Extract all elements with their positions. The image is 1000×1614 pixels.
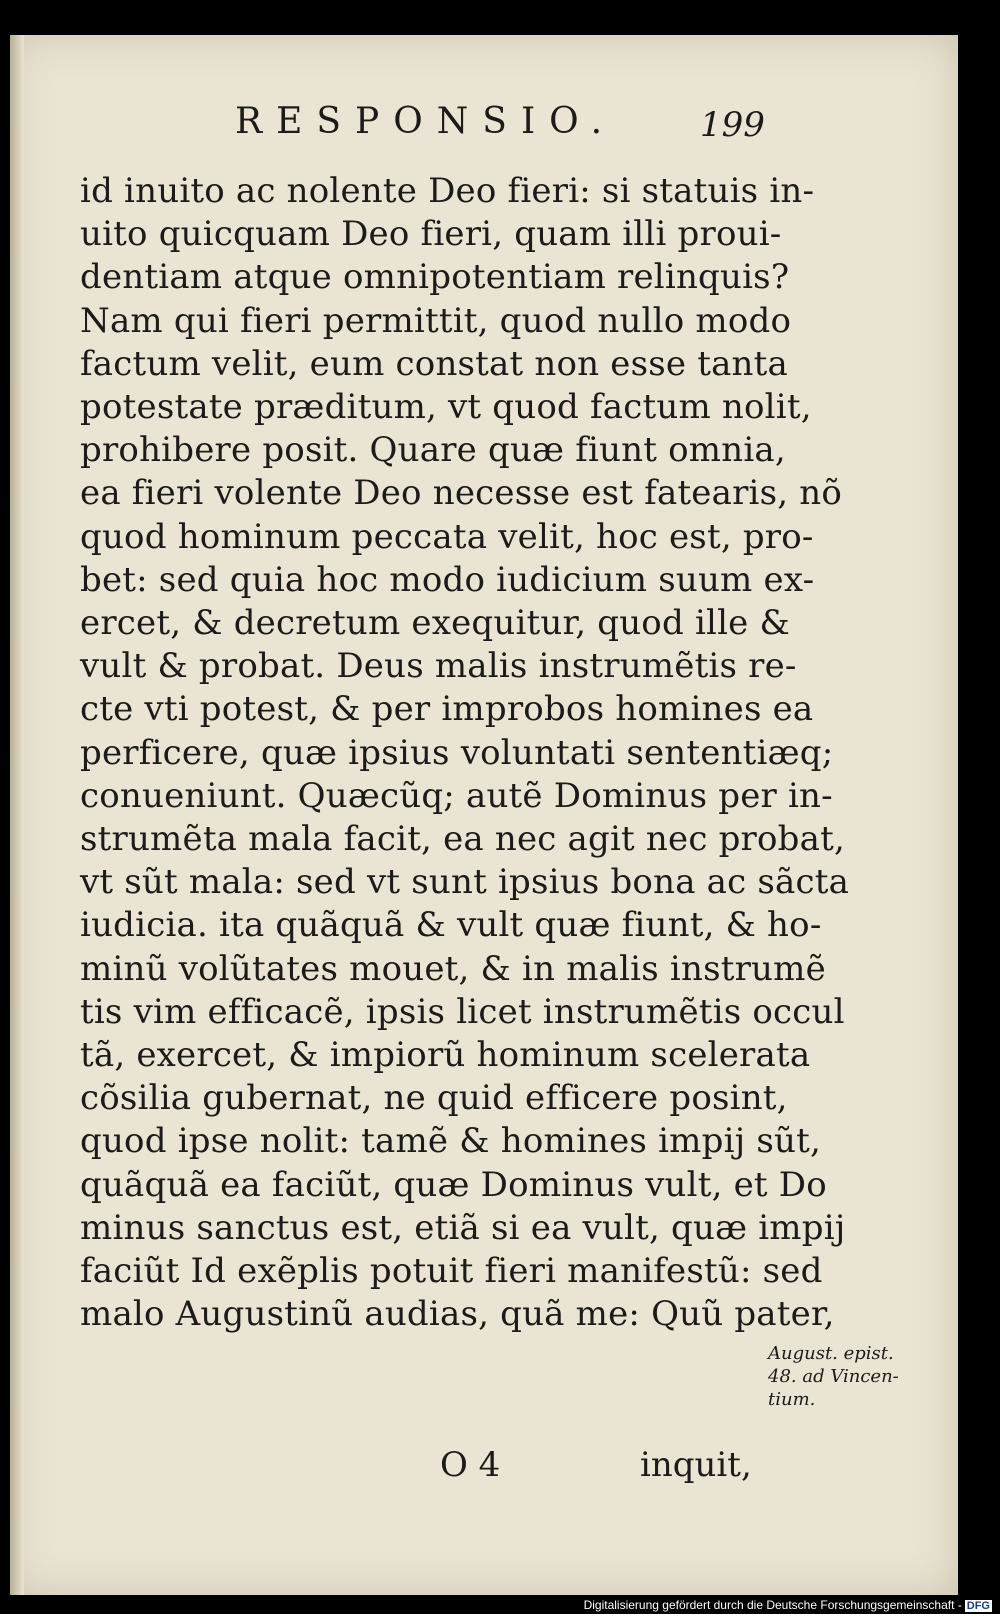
running-head: RESPONSIO. (235, 101, 617, 142)
text-line: conueniunt. Quæcũq; autẽ Dominus per in- (80, 775, 833, 816)
digitization-credit (584, 1598, 992, 1612)
book-page (10, 35, 958, 1595)
page-gutter-shadow (10, 35, 24, 1595)
text-line: id inuito ac nolente Deo fieri: si statuis in- (80, 171, 815, 211)
text-line: tã, exercet, & impiorũ hominum scelerata (80, 1035, 811, 1076)
text-line: vt sũt mala: sed vt sunt ipsius bona ac sãcta (80, 862, 850, 903)
credit-text: Digitalisierung gefördert durch die Deutsche Forschungsgemeinschaft - (583, 1598, 962, 1612)
text-line: ercet, & decretum exequitur, quod ille & (80, 603, 790, 644)
text-line: ea fieri volente Deo necesse est fatearis, nõ (80, 473, 843, 514)
text-line: minũ volũtates mouet, & in malis instrumẽ (80, 948, 826, 989)
marginal-note-line: August. epist. (768, 1343, 894, 1364)
text-line: uito quicquam Deo fieri, quam illi proui- (80, 214, 782, 255)
dfg-logo: DFG (966, 1600, 990, 1612)
text-line: factum velit, eum constat non esse tanta (80, 343, 788, 384)
text-line: minus sanctus est, etiã si ea vult, quæ impij (80, 1207, 846, 1248)
text-line: quãquã ea faciũt, quæ Dominus vult, et Do (80, 1164, 827, 1205)
text-line: strumẽta mala facit, ea nec agit nec probat, (80, 819, 845, 860)
text-line: perficere, quæ ipsius voluntati sententiæq; (80, 732, 834, 773)
text-line: faciũt Id exẽplis potuit fieri manifestũ: sed (80, 1251, 823, 1292)
text-line: cte vti potest, & per improbos homines ea (80, 689, 814, 730)
body-text (80, 170, 850, 1336)
text-line: malo Augustinũ audias, quã me: Quũ pater, (80, 1294, 835, 1335)
text-line: cõsilia gubernat, ne quid efficere posint, (80, 1078, 788, 1119)
text-line: tis vim efficacẽ, ipsis licet instrumẽtis occul (80, 991, 845, 1032)
signature-mark: O 4 (440, 1445, 501, 1485)
page-number: 199 (700, 105, 765, 145)
text-line: quod hominum peccata velit, hoc est, pro- (80, 516, 814, 557)
text-line: potestate præditum, vt quod factum nolit, (80, 387, 812, 428)
text-line: vult & probat. Deus malis instrumẽtis re- (80, 646, 797, 687)
text-line: bet: sed quia hoc modo iudicium suum ex- (80, 559, 815, 600)
catchword: inquit, (640, 1445, 752, 1485)
marginal-note (768, 1342, 938, 1411)
text-line: dentiam atque omnipotentiam relinquis? (80, 257, 790, 298)
marginal-note-line: 48. ad Vincen- (768, 1366, 899, 1387)
text-line: prohibere posit. Quare quæ fiunt omnia, (80, 430, 786, 471)
text-line: iudicia. ita quãquã & vult quæ fiunt, & ho- (80, 905, 822, 946)
text-line: Nam qui fieri permittit, quod nullo modo (80, 300, 792, 341)
text-line: quod ipse nolit: tamẽ & homines impij sũt, (80, 1121, 822, 1162)
marginal-note-line: tium. (768, 1389, 816, 1410)
